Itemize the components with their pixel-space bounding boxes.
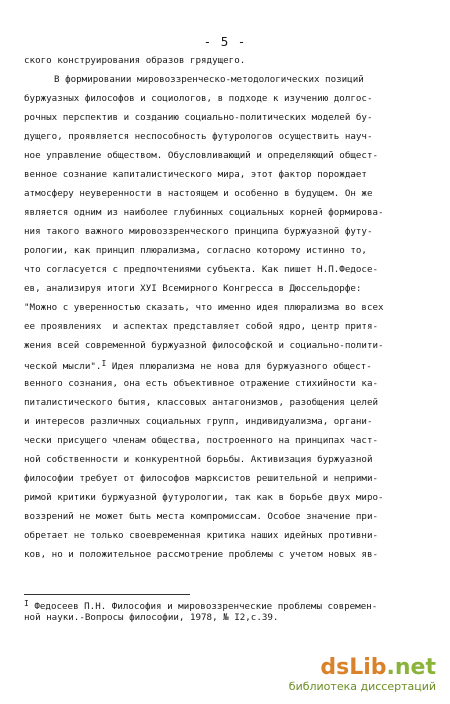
quote-end: ческой мысли". <box>24 361 102 372</box>
text-line: жения всей современной буржуазной философской и социально-полити- <box>24 340 384 351</box>
footnote-line: ной науки.-Вопросы философии, 1978, № I2,с.39. <box>24 612 279 623</box>
text-line: буржуазных философов и социологов, в подходе к изучению долгос- <box>24 93 373 104</box>
text-line: ского конструирования образов грядущего. <box>24 55 246 66</box>
text-line: является одним из наиболее глубинных социальных корней формирова- <box>24 207 384 218</box>
text-line: что согласуется с предпочтениями субъекта. Как пишет Н.П.Федосе- <box>24 264 379 275</box>
watermark-logo-main: dsLib <box>320 655 387 680</box>
text-line: философии требует от философов марксистов решительной и неприми- <box>24 473 379 484</box>
text-line: ев, анализируя итоги ХУI Всемирного Конгресса в Дюссельдорфе: <box>24 283 362 294</box>
watermark-logo-tld: .net <box>386 655 436 680</box>
text-line: питалистического бытия, классовых антагонизмов, разобщения целей <box>24 397 379 408</box>
footnote-text: Федосеев П.Н. Философия и мировоззренческие проблемы современ- <box>28 601 378 612</box>
text-line: обретает не только своевременная критика наших идейных противни- <box>24 530 379 541</box>
text-line: венное сознание капиталистического мира, этот фактор порождает <box>24 169 367 180</box>
text-line: римой критики буржуазной футурологии, так как в борьбе двух миро- <box>24 492 384 503</box>
text-continuation: Идея плюрализма не нова для буржуазного общест- <box>106 361 372 372</box>
watermark-logo <box>289 656 436 680</box>
text-line: рочных перспектив и созданию социально-политических моделей бу- <box>24 112 373 123</box>
text-line: ния такого важного мировоззренческого принципа буржуазной футу- <box>24 226 373 237</box>
text-line: и интересов различных социальных групп, индивидуализма, органи- <box>24 416 373 427</box>
footnote-ref: I <box>101 359 107 368</box>
text-line: В формировании мировоззренческо-методологических позиций <box>54 74 364 85</box>
text-line: ков, но и положительное рассмотрение проблемы с учетом новых яв- <box>24 549 379 560</box>
footnote-line <box>24 599 377 612</box>
text-line: атмосферу неуверенности в настоящем и особенно в будущем. Он же <box>24 188 373 199</box>
watermark <box>289 656 436 693</box>
text-line: чески присущего членам общества, построенного на принципах част- <box>24 435 379 446</box>
text-line <box>24 359 372 372</box>
page-number: - 5 - <box>203 34 247 49</box>
text-line: венного сознания, она есть объективное отражение стихийности ка- <box>24 378 379 389</box>
text-line: воззрений не может быть места компромиссам. Особое значение при- <box>24 511 379 522</box>
text-line: "Можно с уверенностью сказать, что именно идея плюрализма во всех <box>24 302 384 313</box>
text-line: ное управление обществом. Обусловливающий и определяющий общест- <box>24 150 379 161</box>
footnote-marker: I <box>24 599 29 608</box>
text-line: ной собственности и конкурентной борьбы. Активизация буржуазной <box>24 454 373 465</box>
text-line: дущего, проявляется неспособность футурологов осуществить науч- <box>24 131 373 142</box>
watermark-subtitle: библиотека диссертаций <box>288 680 436 693</box>
text-line: рологии, как принцип плюрализма, согласно которому истинно то, <box>24 245 367 256</box>
footnote-divider <box>24 594 190 595</box>
text-line: ее проявлениях и аспектах представляет собой ядро, центр притя- <box>24 321 379 332</box>
